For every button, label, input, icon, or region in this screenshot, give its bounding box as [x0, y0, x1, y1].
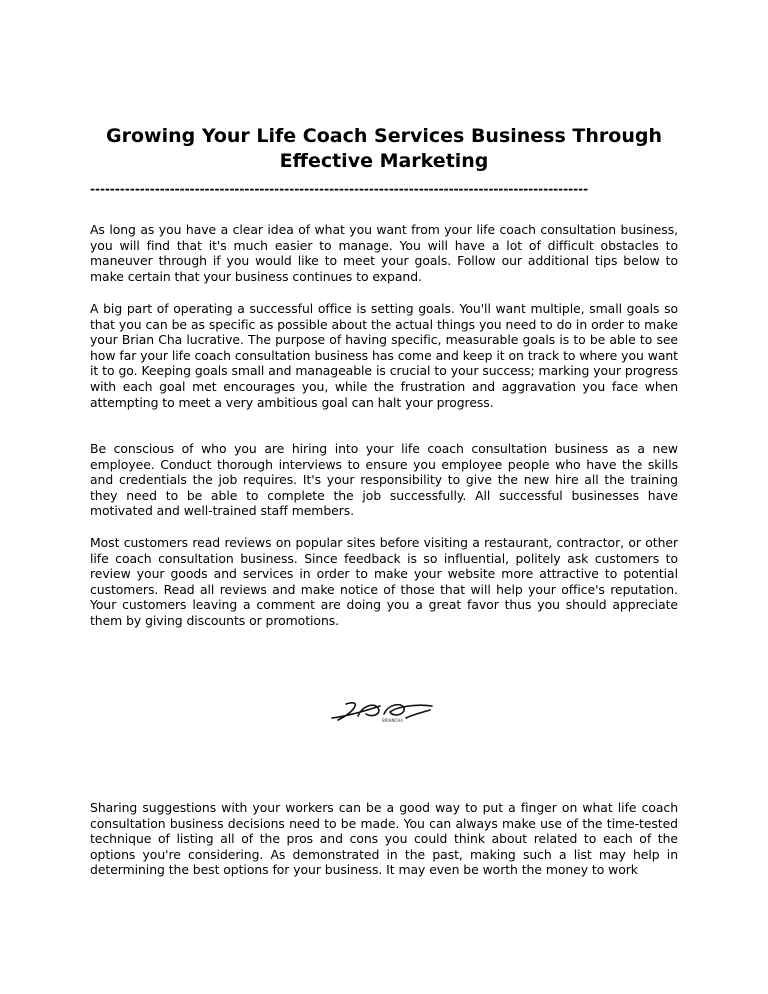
title-divider: ---------------------------------------------------------------------------------------------------- — [90, 182, 589, 196]
signature-image — [328, 696, 438, 726]
paragraph-5: Sharing suggestions with your workers can be a good way to put a finger on what life coach consultation business decisions need to be made. You can always make use of the time-tested technique of listing all of the pros and cons you could think about related to each of the options you're considering. As demonstrated in the past, making such a list may help in determining the best options for your business. It may even be worth the money to work — [90, 800, 678, 878]
paragraph-2: A big part of operating a successful office is setting goals. You'll want multiple, small goals so that you can be as specific as possible about the actual things you need to do in order to make your Brian Cha lucrative. The purpose of having specific, measurable goals is to be able to see how far your life coach consultation business has come and keep it on track to where you want it to go. Keeping goals small and manageable is crucial to your success; marking your progress with each goal met encourages you, while the frustration and aggravation you face when attempting to meet a very ambitious goal can halt your progress. — [90, 301, 678, 410]
paragraph-3: Be conscious of who you are hiring into your life coach consultation business as a new employee. Conduct thorough interviews to ensure you employee people who have the skills and credentials the job requires. It's your responsibility to give the new hire all the training they need to be able to complete the job successfully. All successful businesses have motivated and well-trained staff members. — [90, 441, 678, 519]
signature-caption: BRIANCHA — [382, 718, 403, 723]
paragraph-1: As long as you have a clear idea of what you want from your life coach consultation business, you will find that it's much easier to manage. You will have a lot of difficult obstacles to maneuver through if you would like to meet your goals. Follow our additional tips below to make certain that your business continues to expand. — [90, 222, 678, 284]
document-title: Growing Your Life Coach Services Business Through Effective Marketing — [106, 125, 662, 172]
paragraph-4: Most customers read reviews on popular sites before visiting a restaurant, contractor, or other life coach consultation business. Since feedback is so influential, politely ask customers to review your goods and services in order to make your website more attractive to potential customers. Read all reviews and make notice of those that will help your office's reputation. Your customers leaving a comment are doing you a great favor thus you should appreciate them by giving discounts or promotions. — [90, 535, 678, 628]
